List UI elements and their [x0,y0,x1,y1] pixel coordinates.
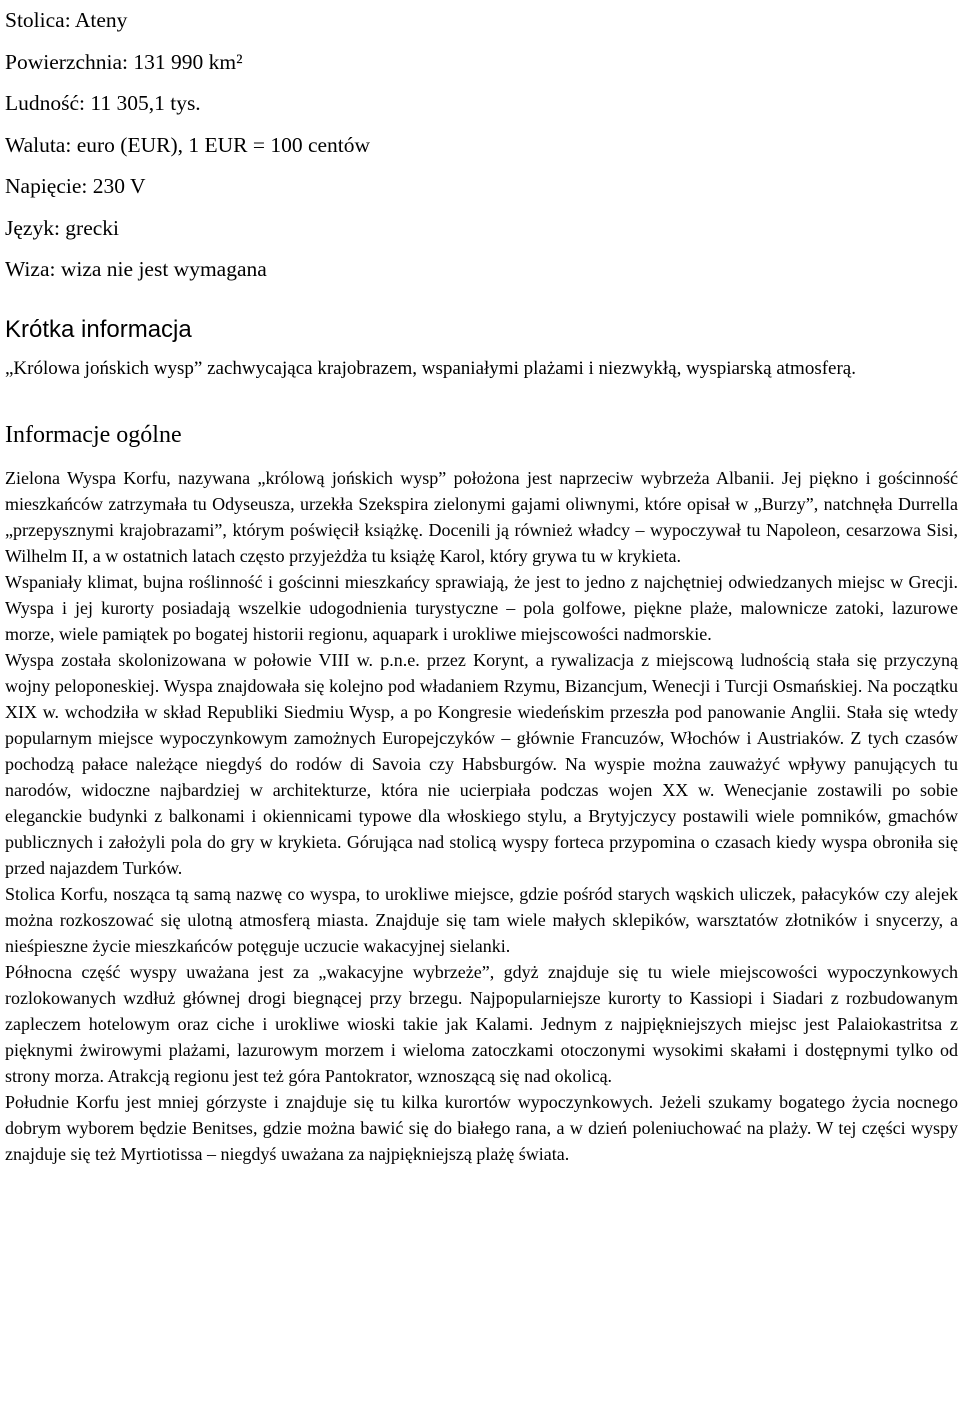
short-info-text: „Królowa jońskich wysp” zachwycająca krajobrazem, wspaniałymi plażami i niezwykłą, wyspiarską atmosferą. [5,357,856,379]
general-info-heading: Informacje ogólne [5,421,182,448]
paragraph-south: Południe Korfu jest mniej górzyste i znajduje się tu kilka kurortów wypoczynkowych. Jeżeli szukamy bogatego życia nocnego dobrym wyborem będzie Benitses, gdzie można bawić się do białego rana, a w dzień poleniuchować na plaży. W tej części wyspy znajduje się też Myrtiotissa – niegdyś uważana za najpiękniejszą plażę świata. [5,1091,958,1164]
short-info-heading: Krótka informacja [5,315,192,343]
facts-list [5,0,958,291]
paragraph-north: Północna część wyspy uważana jest za „wakacyjne wybrzeże”, gdyż znajduje się tu wiele miejscowości wypoczynkowych rozlokowanych wzdłuż głównej drogi biegnącej przy brzegu. Najpopularniejsze kurorty to Kassiopi i Siadari z rozbudowanym zapleczem hotelowym oraz ciche i urokliwe wioski takie jak Kalami. Jednym z najpiękniejszych miejsc jest Palaiokastritsa z pięknymi żwirowymi plażami, lazurowym morzem i wieloma zatoczkami otoczonymi wysokimi skałami i dostępnymi tylko od strony morza. Atrakcją regionu jest też góra Pantokrator, wznoszącą się nad okolicą. [5,961,958,1086]
fact-voltage: Napięcie: 230 V [5,174,146,198]
paragraph-history: Wyspa została skolonizowana w połowie VIII w. p.n.e. przez Korynt, a rywalizacja z miejscową ludnością stała się przyczyną wojny peloponeskiej. Wyspa znajdowała się kolejno pod władaniem Rzymu, Bizancjum, Wenecji i Turcji Osmańskiej. Na początku XIX w. wchodziła w skład Republiki Siedmiu Wysp, a po Kongresie wiedeńskim przeszła pod panowanie Anglii. Stała się wtedy popularnym miejsce wypoczynkowym zamożnych Europejczyków – głównie Francuzów, Włochów i Austriaków. Z tych czasów pochodzą pałace należące niegdyś do rodów di Savoia czy Habsburgów. Na wyspie można zauważyć wpływy panujących tu narodów, widoczne najbardziej w architekturze, która nie ucierpiała podczas wojen XX w. Wenecjanie zostawili po sobie eleganckie budynki z balkonami i okiennicami typowe dla włoskiego stylu, a Brytyjczycy postawili wiele pomników, gmachów publicznych i założyli pola do gry w krykieta. Górująca nad stolicą wyspy forteca przypomina o czasach kiedy wyspa obroniła się przed najazdem Turków. [5,649,958,878]
fact-capital: Stolica: Ateny [5,8,128,32]
fact-area: Powierzchnia: 131 990 km² [5,49,243,74]
fact-visa: Wiza: wiza nie jest wymagana [5,257,267,281]
fact-currency: Waluta: euro (EUR), 1 EUR = 100 centów [5,132,371,157]
paragraph-climate: Wspaniały klimat, bujna roślinność i gościnni mieszkańcy sprawiają, że jest to jedno z najchętniej odwiedzanych miejsc w Grecji. Wyspa i jej kurorty posiadają wszelkie udogodnienia turystyczne – pola golfowe, piękne plaże, malownicze zatoki, lazurowe morze, wiele pamiątek po bogatej historii regionu, aquapark i urokliwe miejscowości nadmorskie. [5,571,958,644]
paragraph-intro: Zielona Wyspa Korfu, nazywana „królową jońskich wysp” położona jest naprzeciw wybrzeża Albanii. Jej piękno i gościnność mieszkańców zatrzymała tu Odyseusza, urzekła Szekspira zielonymi gajami oliwnymi, które opisał w „Burzy”, natchnęła Durrella „przepysznymi krajobrazami”, którym poświęcił książkę. Docenili ją również władcy – wypoczywał tu Napoleon, cesarzowa Sisi, Wilhelm II, a w ostatnich latach często przyjeżdża tu książę Karol, który grywa tu w krykieta. [5,467,958,566]
fact-language: Język: grecki [5,215,120,240]
general-info-section [5,465,958,1167]
paragraph-capital: Stolica Korfu, nosząca tą samą nazwę co wyspa, to urokliwe miejsce, gdzie pośród starych wąskich uliczek, pałacyków czy alejek można rozkoszować się ulotną atmosferą miasta. Znajduje się tam wiele małych sklepików, warsztatów złotników i snycerzy, a nieśpieszne życie mieszkańców potęguje uczucie wakacyjnej sielanki. [5,883,958,956]
fact-population: Ludność: 11 305,1 tys. [5,91,201,115]
short-info-section [5,356,958,382]
document-page [5,0,958,1167]
